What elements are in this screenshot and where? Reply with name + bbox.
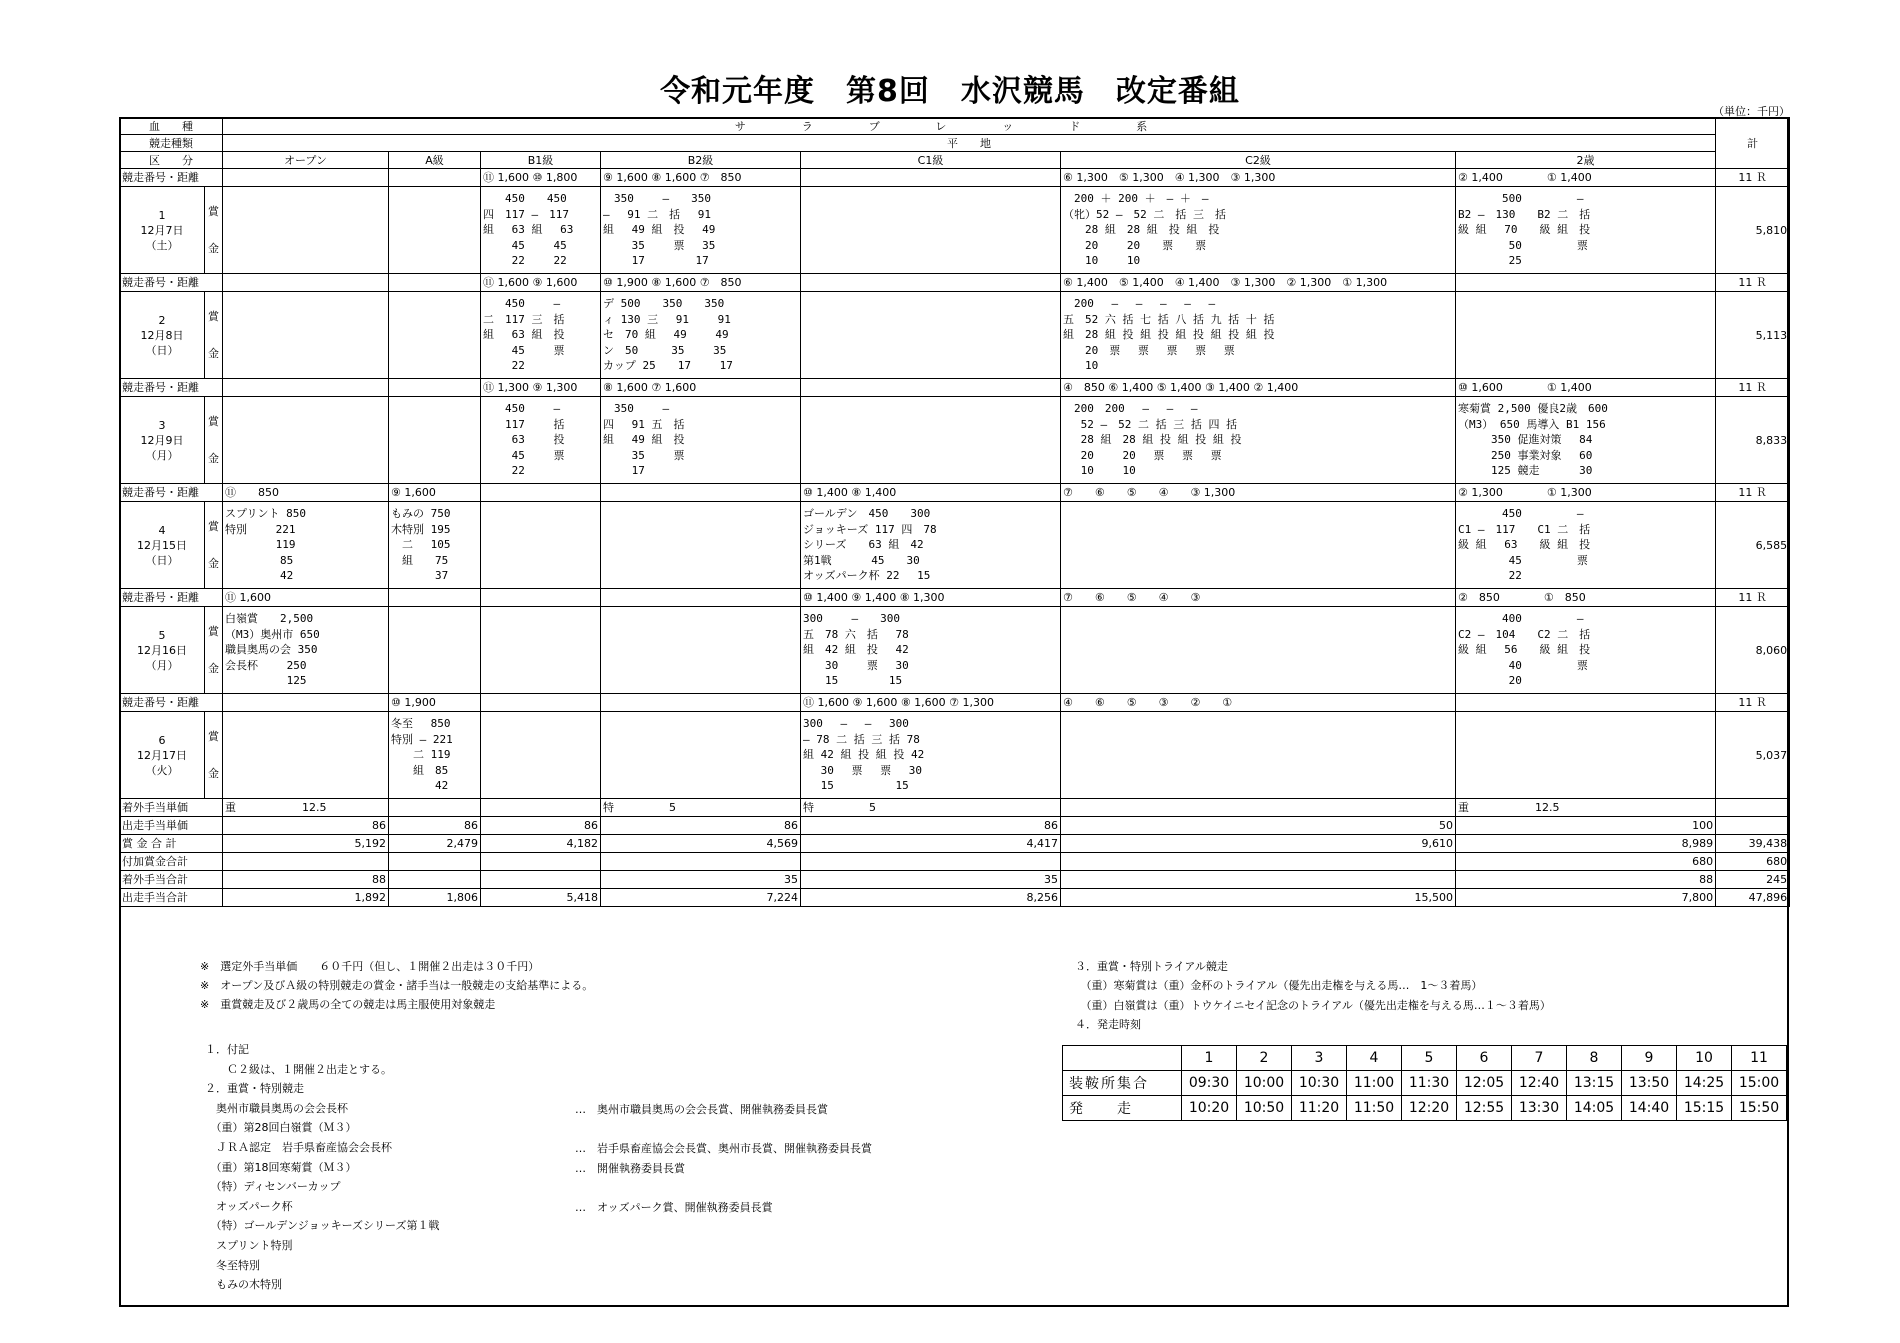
prize-cell bbox=[223, 607, 389, 694]
race-count: 11 Ｒ bbox=[1716, 589, 1790, 607]
footer-cell: 50 bbox=[1061, 817, 1456, 835]
footer-cell: 86 bbox=[481, 817, 601, 835]
class-header: A級 bbox=[389, 152, 481, 169]
footer-cell: 35 bbox=[601, 871, 801, 889]
race-distance-cell: ⑪ 1,600 ⑨ 1,600 ⑧ 1,600 ⑦ 1,300 bbox=[801, 694, 1061, 712]
footer-total: 680 bbox=[1716, 853, 1790, 871]
post-time: 15:00 bbox=[1732, 1071, 1787, 1096]
post-time: 14:25 bbox=[1677, 1071, 1732, 1096]
race-distance-cell: ② 850 ① 850 bbox=[1456, 589, 1716, 607]
day-label: 5 12月16日 （月） bbox=[120, 607, 205, 694]
prize-values: スプリント 850 特別 221 119 85 42 bbox=[225, 507, 307, 583]
footer-cell: 7,224 bbox=[601, 889, 801, 907]
class-header: B2級 bbox=[601, 152, 801, 169]
race-number-distance-label: 競走番号・距離 bbox=[120, 484, 223, 502]
prize-cell bbox=[1456, 187, 1716, 274]
race-distance-cell: ⑨ 1,600 bbox=[389, 484, 481, 502]
post-time: 11:50 bbox=[1347, 1096, 1402, 1121]
race-number: 3 bbox=[1292, 1046, 1347, 1071]
prize-values: 450 ― C1 ― 117 C1 二 括 級 組 63 級 組 投 45 票 22 bbox=[1458, 507, 1591, 583]
prize-cell bbox=[1061, 607, 1456, 694]
footer-cell: 8,256 bbox=[801, 889, 1061, 907]
footer-cell: 88 bbox=[223, 871, 389, 889]
race-distance-cell: ② 1,300 ① 1,300 bbox=[1456, 484, 1716, 502]
race-number-distance-label: 競走番号・距離 bbox=[120, 379, 223, 397]
prize-side-char: 金 bbox=[208, 662, 219, 675]
prize-cell bbox=[801, 607, 1061, 694]
footer-cell: 特 5 bbox=[801, 799, 1061, 817]
footer-cell bbox=[389, 853, 481, 871]
prize-values: 350 ― 350 ― 91 二 括 91 組 49 組 投 49 35 票 35 17 17 bbox=[603, 192, 716, 268]
prize-side-label bbox=[205, 187, 223, 274]
post-time: 11:30 bbox=[1402, 1071, 1457, 1096]
prize-cell bbox=[223, 292, 389, 379]
prize-side-char: 賞 bbox=[208, 625, 219, 638]
footer-cell: 88 bbox=[1456, 871, 1716, 889]
race-distance-cell: ⑩ 1,400 ⑧ 1,400 bbox=[801, 484, 1061, 502]
prize-cell bbox=[601, 397, 801, 484]
trial-line: （重）白嶺賞は（重）トウケイニセイ記念のトライアル（優先出走権を与える馬…１～３着馬） bbox=[1075, 998, 1551, 1012]
footer-cell: 7,800 bbox=[1456, 889, 1716, 907]
prize-cell bbox=[389, 712, 481, 799]
post-time: 10:30 bbox=[1292, 1071, 1347, 1096]
appendix-line: （重）第18回寒菊賞（Ｍ３） bbox=[205, 1160, 357, 1174]
trial-line: ３．重賞・特別トライアル競走 bbox=[1075, 960, 1228, 973]
race-distance-cell bbox=[223, 379, 389, 397]
footer-total bbox=[1716, 799, 1790, 817]
prize-values: 450 ― 二 117 三 括 組 63 組 投 45 票 22 bbox=[483, 297, 565, 373]
breed-label: 血 種 bbox=[120, 118, 223, 135]
race-distance-cell: ⑩ 1,900 bbox=[389, 694, 481, 712]
race-distance-cell: ⑥ 1,300 ⑤ 1,300 ④ 1,300 ③ 1,300 bbox=[1061, 169, 1456, 187]
prize-cell bbox=[1456, 397, 1716, 484]
race-distance-cell: ⑧ 1,600 ⑦ 1,600 bbox=[601, 379, 801, 397]
day-total: 8,060 bbox=[1716, 607, 1790, 694]
appendix-line: （重）第28回白嶺賞（Ｍ３） bbox=[205, 1121, 357, 1135]
race-number: 6 bbox=[1457, 1046, 1512, 1071]
footer-cell bbox=[223, 853, 389, 871]
footer-cell bbox=[801, 853, 1061, 871]
prize-cell bbox=[389, 292, 481, 379]
prize-cell bbox=[1061, 187, 1456, 274]
race-number: 8 bbox=[1567, 1046, 1622, 1071]
day-label: 2 12月8日 （日） bbox=[120, 292, 205, 379]
footer-cell bbox=[1061, 799, 1456, 817]
prize-values: 300 ― 300 五 78 六 括 78 組 42 組 投 42 30 票 30 15 15 bbox=[803, 612, 909, 688]
race-distance-cell bbox=[481, 694, 601, 712]
prize-cell bbox=[481, 607, 601, 694]
day-label: 6 12月17日 （火） bbox=[120, 712, 205, 799]
class-header: 2歳 bbox=[1456, 152, 1716, 169]
post-time: 12:05 bbox=[1457, 1071, 1512, 1096]
notes-block bbox=[200, 957, 593, 1014]
post-time: 15:50 bbox=[1732, 1096, 1787, 1121]
race-distance-cell bbox=[1456, 274, 1716, 292]
footer-cell bbox=[481, 799, 601, 817]
prize-cell bbox=[223, 502, 389, 589]
note-line: ※ 重賞競走及び２歳馬の全ての競走は馬主服使用対象競走 bbox=[200, 998, 496, 1011]
prize-cell bbox=[1456, 292, 1716, 379]
footer-cell: 680 bbox=[1456, 853, 1716, 871]
prize-cell bbox=[1061, 397, 1456, 484]
race-distance-cell bbox=[481, 484, 601, 502]
race-distance-cell bbox=[1456, 694, 1716, 712]
post-label: 発 走 bbox=[1063, 1096, 1182, 1121]
race-number: 2 bbox=[1237, 1046, 1292, 1071]
prize-values: 200 ― ― ― ― ― 五 52 六 括 七 括 八 括 九 括 十 括 組 28 組 投 組 投 組 投 組 投 組 投 20 票 票 票 票 票 10 bbox=[1063, 297, 1275, 373]
race-number-distance-label: 競走番号・距離 bbox=[120, 169, 223, 187]
footer-cell: 1,806 bbox=[389, 889, 481, 907]
class-header: C2級 bbox=[1061, 152, 1456, 169]
race-distance-cell: ⑥ 1,400 ⑤ 1,400 ④ 1,400 ③ 1,300 ② 1,300 ① 1,300 bbox=[1061, 274, 1456, 292]
prize-cell bbox=[389, 187, 481, 274]
prize-values: 冬至 850 特別 ― 221 二 119 組 85 42 bbox=[391, 717, 453, 793]
post-time: 11:20 bbox=[1292, 1096, 1347, 1121]
prize-cell bbox=[223, 187, 389, 274]
appendix-line: スプリント特別 bbox=[205, 1238, 293, 1252]
post-time: 15:15 bbox=[1677, 1096, 1732, 1121]
prize-cell bbox=[801, 187, 1061, 274]
footer-cell bbox=[1061, 853, 1456, 871]
race-number-distance-label: 競走番号・距離 bbox=[120, 589, 223, 607]
prize-cell bbox=[601, 292, 801, 379]
class-label: 区 分 bbox=[120, 152, 223, 169]
race-distance-cell: ⑦ ⑥ ⑤ ④ ③ 1,300 bbox=[1061, 484, 1456, 502]
race-number: 9 bbox=[1622, 1046, 1677, 1071]
footer-cell: 86 bbox=[801, 817, 1061, 835]
prize-cell bbox=[389, 607, 481, 694]
footer-cell bbox=[1061, 871, 1456, 889]
post-time: 13:15 bbox=[1567, 1071, 1622, 1096]
prize-side-char: 賞 bbox=[208, 520, 219, 533]
prize-cell bbox=[1456, 607, 1716, 694]
award-line bbox=[575, 1178, 872, 1198]
race-distance-cell bbox=[223, 169, 389, 187]
post-time: 10:00 bbox=[1237, 1071, 1292, 1096]
footer-cell: 8,989 bbox=[1456, 835, 1716, 853]
appendix-line: １．付記 bbox=[205, 1043, 249, 1056]
race-distance-cell bbox=[481, 589, 601, 607]
prize-cell bbox=[223, 712, 389, 799]
race-distance-cell: ⑪ 1,600 bbox=[223, 589, 389, 607]
post-time: 14:05 bbox=[1567, 1096, 1622, 1121]
prize-cell bbox=[601, 187, 801, 274]
day-label: 4 12月15日 （日） bbox=[120, 502, 205, 589]
prize-cell bbox=[481, 187, 601, 274]
race-count: 11 Ｒ bbox=[1716, 694, 1790, 712]
race-number-distance-label: 競走番号・距離 bbox=[120, 274, 223, 292]
post-time: 12:20 bbox=[1402, 1096, 1457, 1121]
race-distance-cell bbox=[801, 379, 1061, 397]
day-label: 3 12月9日 （月） bbox=[120, 397, 205, 484]
footer-total: 47,896 bbox=[1716, 889, 1790, 907]
race-distance-cell: ④ 850 ⑥ 1,400 ⑤ 1,400 ③ 1,400 ② 1,400 bbox=[1061, 379, 1456, 397]
time-corner bbox=[1063, 1046, 1182, 1071]
race-distance-cell: ⑩ 1,400 ⑨ 1,400 ⑧ 1,300 bbox=[801, 589, 1061, 607]
prize-side-char: 賞 bbox=[208, 730, 219, 743]
race-distance-cell bbox=[601, 694, 801, 712]
footer-label: 賞 金 合 計 bbox=[120, 835, 223, 853]
trial-block bbox=[1075, 957, 1551, 1035]
award-line bbox=[575, 1120, 872, 1140]
footer-label: 出走手当合計 bbox=[120, 889, 223, 907]
race-number: 7 bbox=[1512, 1046, 1567, 1071]
award-line: … 岩手県畜産協会会長賞、奥州市長賞、開催執務委員長賞 bbox=[575, 1142, 872, 1156]
prize-cell bbox=[601, 607, 801, 694]
schedule-table bbox=[119, 117, 1790, 907]
footer-label: 着外手当単価 bbox=[120, 799, 223, 817]
prize-cell bbox=[1456, 712, 1716, 799]
footer-cell: 86 bbox=[223, 817, 389, 835]
footer-total: 39,438 bbox=[1716, 835, 1790, 853]
appendix-line: 冬至特別 bbox=[205, 1258, 260, 1272]
day-total: 8,833 bbox=[1716, 397, 1790, 484]
race-distance-cell: ⑪ 1,600 ⑩ 1,800 bbox=[481, 169, 601, 187]
race-distance-cell bbox=[601, 589, 801, 607]
race-distance-cell: ⑩ 1,900 ⑧ 1,600 ⑦ 850 bbox=[601, 274, 801, 292]
prize-side-char: 賞 bbox=[208, 205, 219, 218]
footer-label: 付加賞金合計 bbox=[120, 853, 223, 871]
appendix-line: もみの木特別 bbox=[205, 1278, 282, 1292]
race-distance-cell: ⑪ 1,600 ⑨ 1,600 bbox=[481, 274, 601, 292]
prize-side-label bbox=[205, 712, 223, 799]
prize-values: 350 ― 四 91 五 括 組 49 組 投 35 票 17 bbox=[603, 402, 685, 478]
award-line: … オッズパーク賞、開催執務委員長賞 bbox=[575, 1200, 773, 1214]
note-line: ※ オープン及びＡ級の特別競走の賞金・諸手当は一般競走の支給基準による。 bbox=[200, 979, 594, 992]
post-time: 14:40 bbox=[1622, 1096, 1677, 1121]
prize-values: 白嶺賞 2,500 （M3）奥州市 650 職員奥馬の会 350 会長杯 250 125 bbox=[225, 612, 320, 688]
race-distance-cell bbox=[389, 169, 481, 187]
footer-cell: 15,500 bbox=[1061, 889, 1456, 907]
footer-cell: 4,182 bbox=[481, 835, 601, 853]
race-number: 10 bbox=[1677, 1046, 1732, 1071]
appendix-line: ＪＲＡ認定 岩手県畜産協会会長杯 bbox=[205, 1140, 392, 1154]
prize-cell bbox=[1061, 712, 1456, 799]
race-distance-cell bbox=[223, 274, 389, 292]
post-time: 12:40 bbox=[1512, 1071, 1567, 1096]
breed-value: サラブレッド系 bbox=[223, 118, 1716, 135]
day-total: 5,037 bbox=[1716, 712, 1790, 799]
footer-cell bbox=[481, 871, 601, 889]
post-time: 12:55 bbox=[1457, 1096, 1512, 1121]
footer-cell: 4,569 bbox=[601, 835, 801, 853]
trial-line: （重）寒菊賞は（重）金杯のトライアル（優先出走権を与える馬… 1～３着馬） bbox=[1075, 979, 1483, 993]
race-distance-cell: ④ ⑥ ⑤ ③ ② ① bbox=[1061, 694, 1456, 712]
footer-cell: 重 12.5 bbox=[223, 799, 389, 817]
appendix-line: （特）ゴールデンジョッキーズシリーズ第１戦 bbox=[205, 1219, 440, 1233]
prize-side-char: 金 bbox=[208, 557, 219, 570]
prize-values: 200 ＋ 200 ＋ ― ＋ ― （牝）52 ― 52 二 括 三 括 28 組 28 組 投 組 投 20 20 票 票 10 10 bbox=[1063, 192, 1226, 268]
race-distance-cell bbox=[801, 274, 1061, 292]
race-distance-cell: ⑦ ⑥ ⑤ ④ ③ bbox=[1061, 589, 1456, 607]
prize-side-char: 賞 bbox=[208, 415, 219, 428]
footer-cell: 5,192 bbox=[223, 835, 389, 853]
prize-cell bbox=[481, 502, 601, 589]
appendix-line: （特）ディセンバーカップ bbox=[205, 1180, 341, 1194]
race-distance-cell bbox=[801, 169, 1061, 187]
award-line: … 奥州市職員奥馬の会会長賞、開催執務委員長賞 bbox=[575, 1103, 828, 1116]
prize-side-label bbox=[205, 397, 223, 484]
post-time: 13:30 bbox=[1512, 1096, 1567, 1121]
race-type-label: 競走種類 bbox=[120, 135, 223, 152]
prize-cell bbox=[1456, 502, 1716, 589]
footer-label: 着外手当合計 bbox=[120, 871, 223, 889]
race-count: 11 Ｒ bbox=[1716, 484, 1790, 502]
prize-values: 450 450 四 117 ― 117 組 63 組 63 45 45 22 22 bbox=[483, 192, 574, 268]
race-number: 5 bbox=[1402, 1046, 1457, 1071]
unit-note: （単位：千円） bbox=[1713, 105, 1790, 118]
footer-total bbox=[1716, 817, 1790, 835]
prize-values: 200 200 ― ― ― 52 ― 52 二 括 三 括 四 括 28 組 28 組 投 組 投 組 投 20 20 票 票 票 10 10 bbox=[1073, 402, 1242, 478]
footer-cell bbox=[389, 799, 481, 817]
race-distance-cell: ⑩ 1,600 ① 1,400 bbox=[1456, 379, 1716, 397]
prize-values: 300 ― ― 300 ― 78 二 括 三 括 78 組 42 組 投 組 投 42 30 票 票 30 15 15 bbox=[803, 717, 925, 793]
saddling-label: 装鞍所集合 bbox=[1063, 1071, 1182, 1096]
day-total: 5,810 bbox=[1716, 187, 1790, 274]
race-distance-cell: ② 1,400 ① 1,400 bbox=[1456, 169, 1716, 187]
race-number-distance-label: 競走番号・距離 bbox=[120, 694, 223, 712]
footer-total: 245 bbox=[1716, 871, 1790, 889]
prize-cell bbox=[481, 292, 601, 379]
footer-cell: 35 bbox=[801, 871, 1061, 889]
race-distance-cell bbox=[389, 589, 481, 607]
class-header: オープン bbox=[223, 152, 389, 169]
race-distance-cell: ⑨ 1,600 ⑧ 1,600 ⑦ 850 bbox=[601, 169, 801, 187]
footer-cell: 9,610 bbox=[1061, 835, 1456, 853]
prize-cell bbox=[601, 502, 801, 589]
prize-values: デ 500 350 350 ィ 130 三 91 91 セ 70 組 49 49 ン 50 35 35 カップ 25 17 17 bbox=[603, 297, 733, 373]
prize-cell bbox=[801, 292, 1061, 379]
footer-cell: 5,418 bbox=[481, 889, 601, 907]
note-line: ※ 選定外手当単価 ６０千円（但し、１開催２出走は３０千円） bbox=[200, 960, 540, 973]
prize-values: ゴールデン 450 300 ジョッキーズ 117 四 78 シリーズ 63 組 42 第1戦 45 30 オッズパーク杯 22 15 bbox=[803, 507, 937, 583]
footer-cell bbox=[389, 871, 481, 889]
prize-values: 500 ― B2 ― 130 B2 二 括 級 組 70 級 組 投 50 票 25 bbox=[1458, 192, 1591, 268]
appendix-line: ２．重賞・特別競走 bbox=[205, 1082, 304, 1096]
footer-cell: 2,479 bbox=[389, 835, 481, 853]
class-header: B1級 bbox=[481, 152, 601, 169]
race-distance-cell: ⑪ 1,300 ⑨ 1,300 bbox=[481, 379, 601, 397]
appendix-line: オッズパーク杯 bbox=[205, 1199, 293, 1213]
day-label: 1 12月7日 （土） bbox=[120, 187, 205, 274]
post-time-table bbox=[1062, 1045, 1787, 1121]
prize-cell bbox=[481, 397, 601, 484]
race-distance-cell bbox=[223, 694, 389, 712]
footer-cell bbox=[481, 853, 601, 871]
class-header: C1級 bbox=[801, 152, 1061, 169]
appendix-line: 奥州市職員奥馬の会会長杯 bbox=[205, 1101, 348, 1115]
prize-cell bbox=[801, 712, 1061, 799]
race-count: 11 Ｒ bbox=[1716, 274, 1790, 292]
prize-values: 450 ― 117 括 63 投 45 票 22 bbox=[504, 402, 565, 478]
prize-cell bbox=[601, 712, 801, 799]
race-distance-cell bbox=[389, 274, 481, 292]
prize-side-char: 金 bbox=[208, 452, 219, 465]
prize-values: 400 ― C2 ― 104 C2 二 括 級 組 56 級 組 投 40 票 20 bbox=[1458, 612, 1591, 688]
trial-line: ４．発走時刻 bbox=[1075, 1018, 1141, 1032]
prize-cell bbox=[389, 397, 481, 484]
prize-cell bbox=[223, 397, 389, 484]
prize-side-label bbox=[205, 607, 223, 694]
post-time: 09:30 bbox=[1182, 1071, 1237, 1096]
race-number: 4 bbox=[1347, 1046, 1402, 1071]
appendix-line: Ｃ２級は、１開催２出走とする。 bbox=[205, 1062, 392, 1076]
footer-cell bbox=[601, 853, 801, 871]
prize-cell bbox=[1061, 292, 1456, 379]
appendix-block bbox=[205, 1040, 439, 1295]
day-total: 5,113 bbox=[1716, 292, 1790, 379]
prize-values: 寒菊賞 2,500 優良2歳 600 （M3） 650 馬導入 B1 156 350 促進対策 84 250 事業対象 60 125 競走 30 bbox=[1458, 402, 1608, 478]
footer-cell: 86 bbox=[389, 817, 481, 835]
post-time: 10:20 bbox=[1182, 1096, 1237, 1121]
footer-label: 出走手当単価 bbox=[120, 817, 223, 835]
post-time: 10:50 bbox=[1237, 1096, 1292, 1121]
total-header: 計 bbox=[1716, 118, 1790, 169]
award-line: … 開催執務委員長賞 bbox=[575, 1161, 685, 1175]
page-title: 令和元年度 第8回 水沢競馬 改定番組 bbox=[660, 74, 1240, 109]
prize-side-label bbox=[205, 292, 223, 379]
prize-cell bbox=[801, 397, 1061, 484]
footer-cell: 100 bbox=[1456, 817, 1716, 835]
footer-cell: 86 bbox=[601, 817, 801, 835]
footer-cell: 1,892 bbox=[223, 889, 389, 907]
prize-side-char: 金 bbox=[208, 242, 219, 255]
race-number: 11 bbox=[1732, 1046, 1787, 1071]
race-distance-cell bbox=[389, 379, 481, 397]
prize-side-char: 金 bbox=[208, 347, 219, 360]
prize-cell bbox=[389, 502, 481, 589]
prize-side-char: 金 bbox=[208, 767, 219, 780]
footer-cell: 重 12.5 bbox=[1456, 799, 1716, 817]
footer-cell: 4,417 bbox=[801, 835, 1061, 853]
race-count: 11 Ｒ bbox=[1716, 379, 1790, 397]
race-number: 1 bbox=[1182, 1046, 1237, 1071]
awards-block bbox=[575, 1100, 872, 1218]
prize-cell bbox=[1061, 502, 1456, 589]
race-count: 11 Ｒ bbox=[1716, 169, 1790, 187]
race-type-value: 平 地 bbox=[223, 135, 1716, 152]
prize-values: もみの 750 木特別 195 二 105 組 75 37 bbox=[391, 507, 451, 583]
race-distance-cell bbox=[601, 484, 801, 502]
prize-side-label bbox=[205, 502, 223, 589]
prize-cell bbox=[801, 502, 1061, 589]
post-time: 11:00 bbox=[1347, 1071, 1402, 1096]
day-total: 6,585 bbox=[1716, 502, 1790, 589]
footer-cell: 特 5 bbox=[601, 799, 801, 817]
race-distance-cell: ⑪ 850 bbox=[223, 484, 389, 502]
prize-cell bbox=[481, 712, 601, 799]
post-time: 13:50 bbox=[1622, 1071, 1677, 1096]
prize-side-char: 賞 bbox=[208, 310, 219, 323]
